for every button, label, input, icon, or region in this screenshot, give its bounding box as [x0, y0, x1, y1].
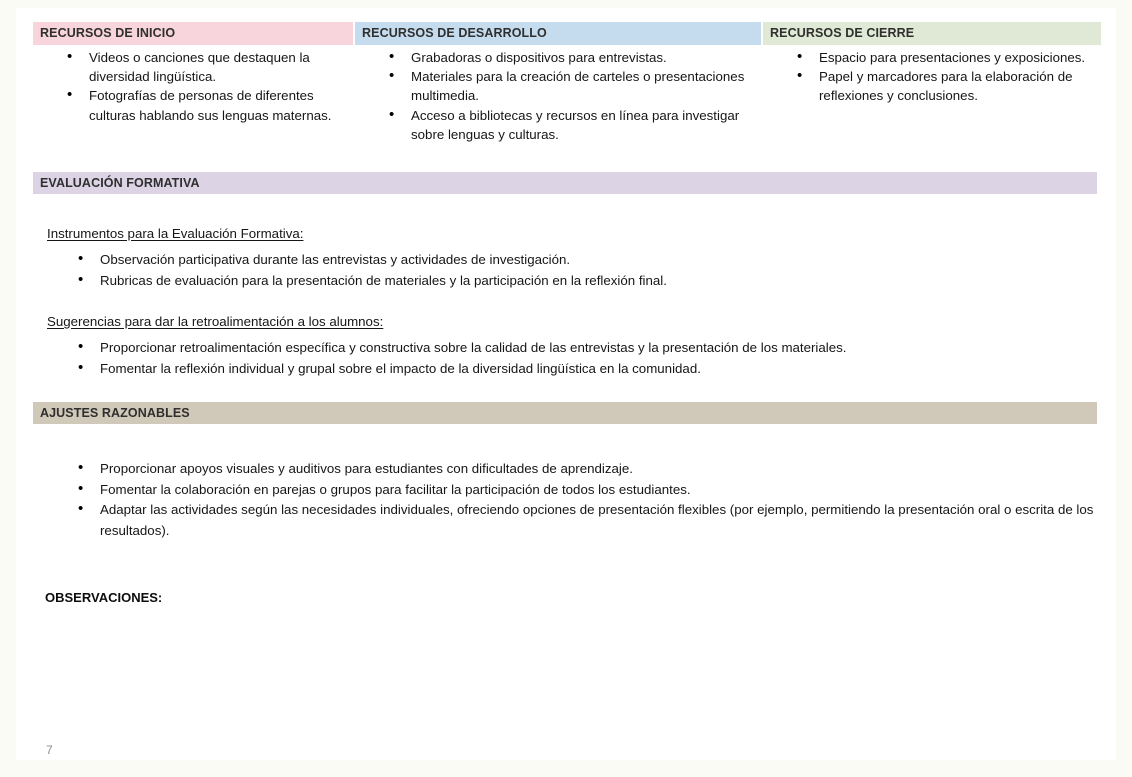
document-page — [16, 8, 1116, 760]
list-item: • Adaptar las actividades según las necesidades individuales, ofreciendo opciones de presentación flexibles (por ejemplo, permitiendo la presentación oral o escrita de los resultados). — [78, 500, 1098, 541]
list-item: • Fotografías de personas de diferentes culturas hablando sus lenguas maternas. — [67, 86, 349, 124]
list-item: • Acceso a bibliotecas y recursos en línea para investigar sobre lenguas y culturas. — [389, 106, 757, 144]
subsection-heading-instrumentos: Instrumentos para la Evaluación Formativa: — [47, 226, 304, 241]
resource-column-inicio — [33, 22, 353, 125]
resources-row — [33, 22, 1101, 154]
list-item: • Materiales para la creación de carteles o presentaciones multimedia. — [389, 67, 757, 105]
resource-column-inicio-header: RECURSOS DE INICIO — [33, 22, 353, 45]
resource-column-desarrollo-header: RECURSOS DE DESARROLLO — [355, 22, 761, 45]
section-header-ajustes-razonables: AJUSTES RAZONABLES — [33, 402, 1097, 424]
resource-list-inicio — [33, 48, 353, 125]
list-item: • Fomentar la colaboración en parejas o grupos para facilitar la participación de todos los estudiantes. — [78, 480, 1098, 501]
list-item: • Papel y marcadores para la elaboración de reflexiones y conclusiones. — [797, 67, 1097, 105]
list-item: • Grabadoras o dispositivos para entrevistas. — [389, 48, 757, 67]
list-item: • Fomentar la reflexión individual y grupal sobre el impacto de la diversidad lingüística en la comunidad. — [78, 359, 1088, 380]
resource-column-desarrollo — [355, 22, 761, 144]
resource-list-cierre — [763, 48, 1101, 106]
ajustes-razonables-list — [78, 459, 1098, 541]
subsection-heading-sugerencias: Sugerencias para dar la retroalimentación a los alumnos: — [47, 314, 384, 329]
page-number: 7 — [46, 743, 53, 757]
section-header-evaluacion-formativa: EVALUACIÓN FORMATIVA — [33, 172, 1097, 194]
list-item: • Proporcionar retroalimentación específica y constructiva sobre la calidad de las entrevistas y la presentación de los materiales. — [78, 338, 1088, 359]
resource-column-cierre — [763, 22, 1101, 106]
list-item: • Proporcionar apoyos visuales y auditivos para estudiantes con dificultades de aprendizaje. — [78, 459, 1098, 480]
resource-column-cierre-header: RECURSOS DE CIERRE — [763, 22, 1101, 45]
list-item: • Videos o canciones que destaquen la diversidad lingüística. — [67, 48, 349, 86]
list-item: • Rubricas de evaluación para la presentación de materiales y la participación en la reflexión final. — [78, 271, 1088, 292]
list-item: • Espacio para presentaciones y exposiciones. — [797, 48, 1097, 67]
resource-list-desarrollo — [355, 48, 761, 144]
list-item: • Observación participativa durante las entrevistas y actividades de investigación. — [78, 250, 1088, 271]
observaciones-label: OBSERVACIONES: — [45, 590, 163, 605]
instrumentos-list — [78, 250, 1088, 291]
sugerencias-list — [78, 338, 1088, 379]
